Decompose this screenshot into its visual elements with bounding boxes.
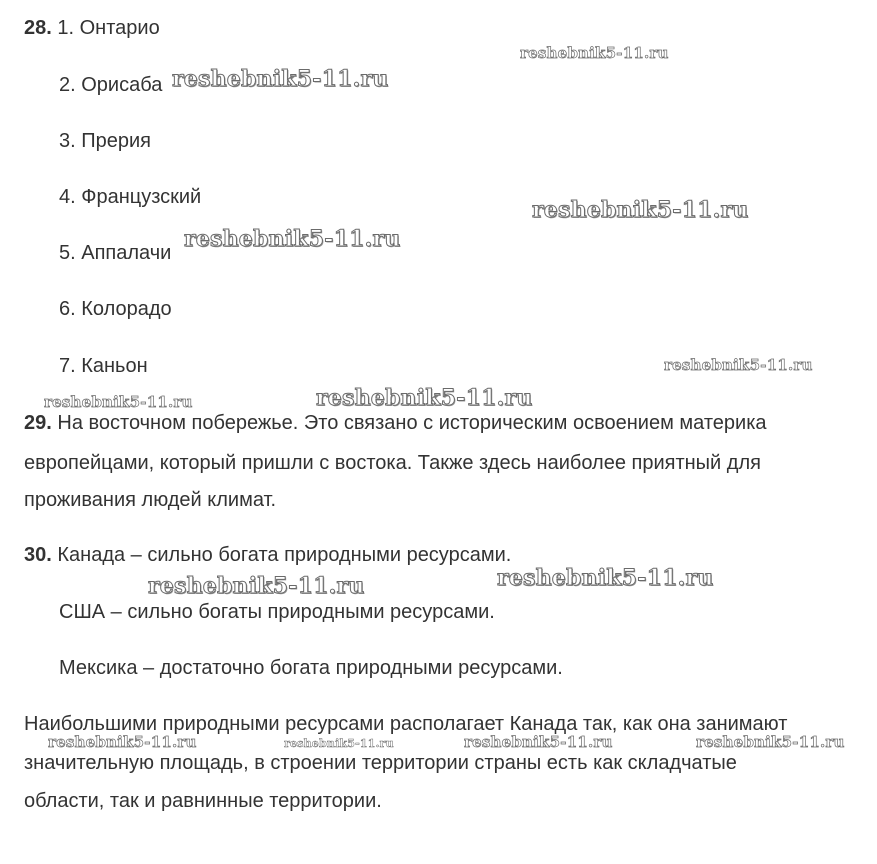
q28-item-5: 5. Аппалачи xyxy=(59,242,172,264)
q28-item-7: 7. Каньон xyxy=(59,355,148,377)
q28-item-1-line xyxy=(24,16,160,40)
watermark: reshebnik5-11.ru xyxy=(316,385,533,411)
q29-line-1 xyxy=(24,411,767,435)
q28-item-1: 1. Онтарио xyxy=(57,17,160,39)
q29-text-1: На восточном побережье. Это связано с историческим освоением материка xyxy=(57,412,767,434)
q30-number: 30. xyxy=(24,544,52,566)
q30-line-1 xyxy=(24,543,511,567)
q28-item-3: 3. Прерия xyxy=(59,130,151,152)
q30-mexico: Мексика – достаточно богата природными ресурсами. xyxy=(59,657,563,679)
watermark: reshebnik5-11.ru xyxy=(48,733,197,751)
watermark: reshebnik5-11.ru xyxy=(44,393,193,411)
q29-line-2: европейцами, который пришли с востока. Также здесь наиболее приятный для xyxy=(24,452,761,474)
watermark: reshebnik5-11.ru xyxy=(532,197,749,223)
watermark: reshebnik5-11.ru xyxy=(284,737,394,750)
watermark: reshebnik5-11.ru xyxy=(464,733,613,751)
watermark: reshebnik5-11.ru xyxy=(664,356,813,374)
q29-number: 29. xyxy=(24,412,52,434)
q28-item-4: 4. Французский xyxy=(59,186,202,208)
watermark: reshebnik5-11.ru xyxy=(696,733,845,751)
q30-canada: Канада – сильно богата природными ресурсами. xyxy=(57,544,512,566)
q30-conclusion-1: Наибольшими природными ресурсами располагает Канада так, как она занимают xyxy=(24,713,788,735)
q30-conclusion-3: области, так и равнинные территории. xyxy=(24,790,382,812)
watermark: reshebnik5-11.ru xyxy=(148,573,365,599)
q29-line-3: проживания людей климат. xyxy=(24,489,277,511)
watermark: reshebnik5-11.ru xyxy=(184,226,401,252)
q30-conclusion-2: значительную площадь, в строении территории страны есть как складчатые xyxy=(24,752,737,774)
q28-number: 28. xyxy=(24,17,52,39)
q30-usa: США – сильно богаты природными ресурсами. xyxy=(59,601,495,623)
watermark: reshebnik5-11.ru xyxy=(520,44,669,62)
watermark: reshebnik5-11.ru xyxy=(172,66,389,92)
q28-item-2: 2. Орисаба xyxy=(59,74,163,96)
q28-item-6: 6. Колорадо xyxy=(59,298,172,320)
watermark: reshebnik5-11.ru xyxy=(497,565,714,591)
